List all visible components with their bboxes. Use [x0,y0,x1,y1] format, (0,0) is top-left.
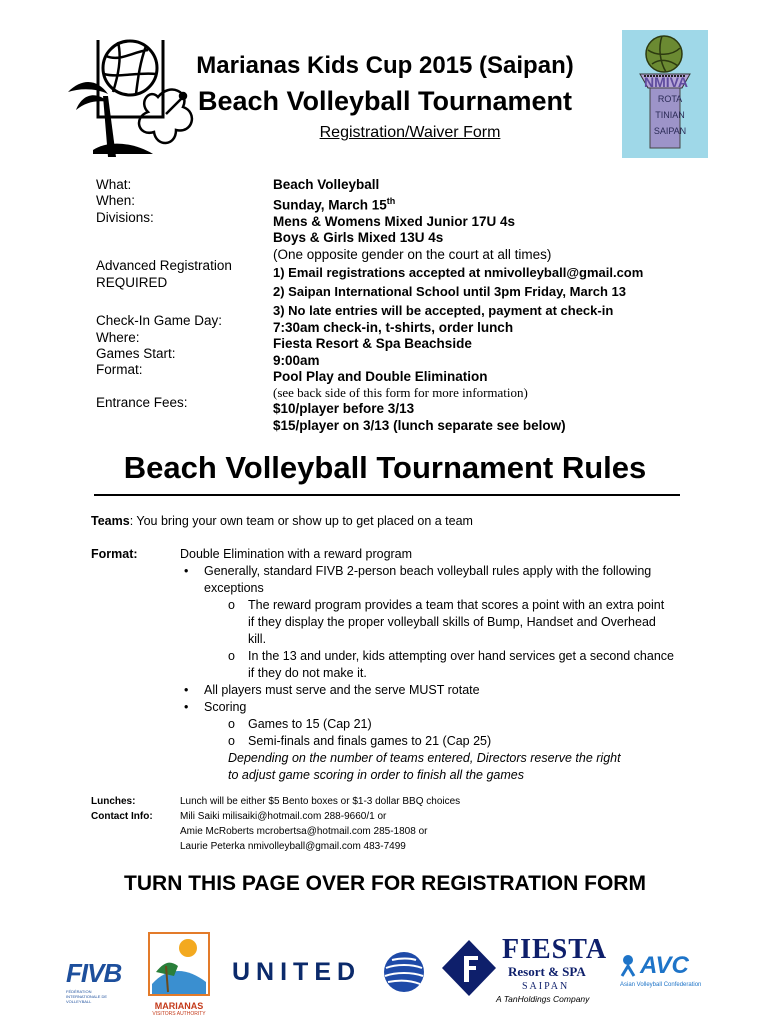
avc-logo-subtext: Asian Volleyball Confederation [620,982,702,988]
bullet-continuation: exceptions [204,581,264,595]
turn-over-notice: TURN THIS PAGE OVER FOR REGISTRATION FORM [124,872,646,895]
fiesta-f-icon [440,938,498,998]
lunch-contact-info [180,794,460,854]
lunches-text: Lunch will be either $5 Bento boxes or $1-3 dollar BBQ choices [180,796,461,807]
united-logo-text: UNITED [232,958,362,986]
sub-continuation: if they display the proper volleyball skills of Bump, Handset and Overhead [248,615,656,629]
scoring-note: to adjust game scoring in order to finish all the games [228,768,524,782]
label-when: When: [96,193,136,209]
contact-amie: Amie McRoberts mcrobertsa@hotmail.com 285-1808 or [180,826,428,837]
contact-laurie: Laurie Peterka nmivolleyball@gmail.com 483-7499 [180,841,406,852]
avc-logo-text: AVC [640,952,689,979]
scoring-note: Depending on the number of teams entered, Directors reserve the right [228,751,621,765]
value-when-suffix: th [386,196,396,207]
value-format-note: (see back side of this form for more information) [273,385,528,401]
teams-label: Teams [91,514,130,528]
event-title: Marianas Kids Cup 2015 (Saipan) [196,52,574,79]
label-format: Format: [96,362,143,378]
nmiva-label: NMIVA [643,74,689,90]
tournament-title: Beach Volleyball Tournament [197,86,573,116]
value-division-note: (One opposite gender on the court at all times) [273,246,552,262]
format-rules [180,546,700,784]
label-advanced-registration: Advanced Registration [96,258,232,274]
globe-icon [382,950,426,994]
contact-mili: Mili Saiki milisaiki@hotmail.com 288-9660/1 or [180,811,387,822]
info-labels [96,177,232,411]
value-games-start: 9:00am [273,352,320,368]
lunches-label: Lunches: [91,796,136,807]
value-checkin: 7:30am check-in, t-shirts, order lunch [273,319,514,335]
fiesta-logo-text: FIESTA [502,934,608,965]
rule-bullet-fivb [180,563,700,580]
teams-line [91,513,473,530]
rule-sub-games: o Games to 15 (Cap 21) [180,716,700,733]
rules-title: Beach Volleyball Tournament Rules [123,450,647,485]
label-where: Where: [96,329,140,345]
value-what: Beach Volleyball [273,177,380,192]
rule-sub-reward: o The reward program provides a team that scores a point with an extra point [180,597,700,614]
value-division-1: Mens & Womens Mixed Junior 17U 4s [273,214,516,230]
tinian-label: TINIAN [655,110,685,120]
marianas-logo-subtext: VISITORS AUTHORITY [152,1011,206,1017]
rota-label: ROTA [657,94,683,104]
fiesta-resort-logo [440,934,610,1008]
value-when [273,193,643,214]
format-intro: Double Elimination with a reward program [180,547,413,561]
label-entrance-fees: Entrance Fees: [96,394,188,410]
value-when-date: Sunday, March 15 [273,197,387,213]
label-checkin: Check-In Game Day: [96,313,223,329]
form-subtitle [0,124,770,142]
value-where: Fiesta Resort & Spa Beachside [273,336,472,352]
fiesta-logo-location: SAIPAN [522,981,570,992]
value-fee-1: $10/player before 3/13 [273,401,415,417]
label-what: What: [96,177,132,192]
rule-bullet-scoring: • Scoring [180,699,700,716]
label-required: REQUIRED [96,274,168,290]
label-divisions: Divisions: [96,209,154,225]
rule-sub-13u: o In the 13 and under, kids attempting over hand services get a second chance [180,648,700,665]
marianas-visitors-authority-logo [148,932,210,1018]
fivb-logo [66,958,144,1008]
format-label: Format: [91,547,138,561]
fivb-logo-text: FIVB [66,958,122,988]
sub-continuation: if they do not make it. [248,666,367,680]
avc-logo [618,952,708,996]
value-fee-2: $15/player on 3/13 (lunch separate see below) [273,417,566,433]
sub-continuation: kill. [248,632,267,646]
fiesta-logo-company: A TanHoldings Company [496,994,590,1004]
label-games-start: Games Start: [96,345,176,361]
saipan-label: SAIPAN [653,126,687,136]
volleyball-player-icon [618,954,638,978]
bullet-text: Generally, standard FIVB 2-person beach volleyball rules apply with the following [204,564,652,578]
lunch-contact-labels [91,794,153,824]
rule-sub-semifinals: o Semi-finals and finals games to 21 (Cap 25) [180,733,700,750]
fiesta-logo-subtext: Resort & SPA [508,964,586,979]
value-division-2: Boys & Girls Mixed 13U 4s [273,230,444,246]
value-format: Pool Play and Double Elimination [273,368,488,384]
fivb-logo-subtext: FÉDÉRATION INTERNATIONALE DE VOLLEYBALL [66,989,108,1004]
rules-divider [94,494,680,496]
value-reg-3: 3) No late entries will be accepted, payment at check-in [273,302,614,318]
value-reg-1: 1) Email registrations accepted at nmivolleyball@gmail.com [273,264,644,280]
value-reg-2: 2) Saipan International School until 3pm Friday, March 13 [273,283,626,299]
contact-label: Contact Info: [91,811,153,822]
united-logo [232,950,432,1000]
info-values [273,177,643,434]
marianas-logo-text: MARIANAS [154,1001,204,1011]
teams-text: : You bring your own team or show up to get placed on a team [129,514,473,528]
subtitle-text: Registration/Waiver Form [319,124,501,141]
rule-bullet-serve: • All players must serve and the serve MUST rotate [180,682,700,699]
